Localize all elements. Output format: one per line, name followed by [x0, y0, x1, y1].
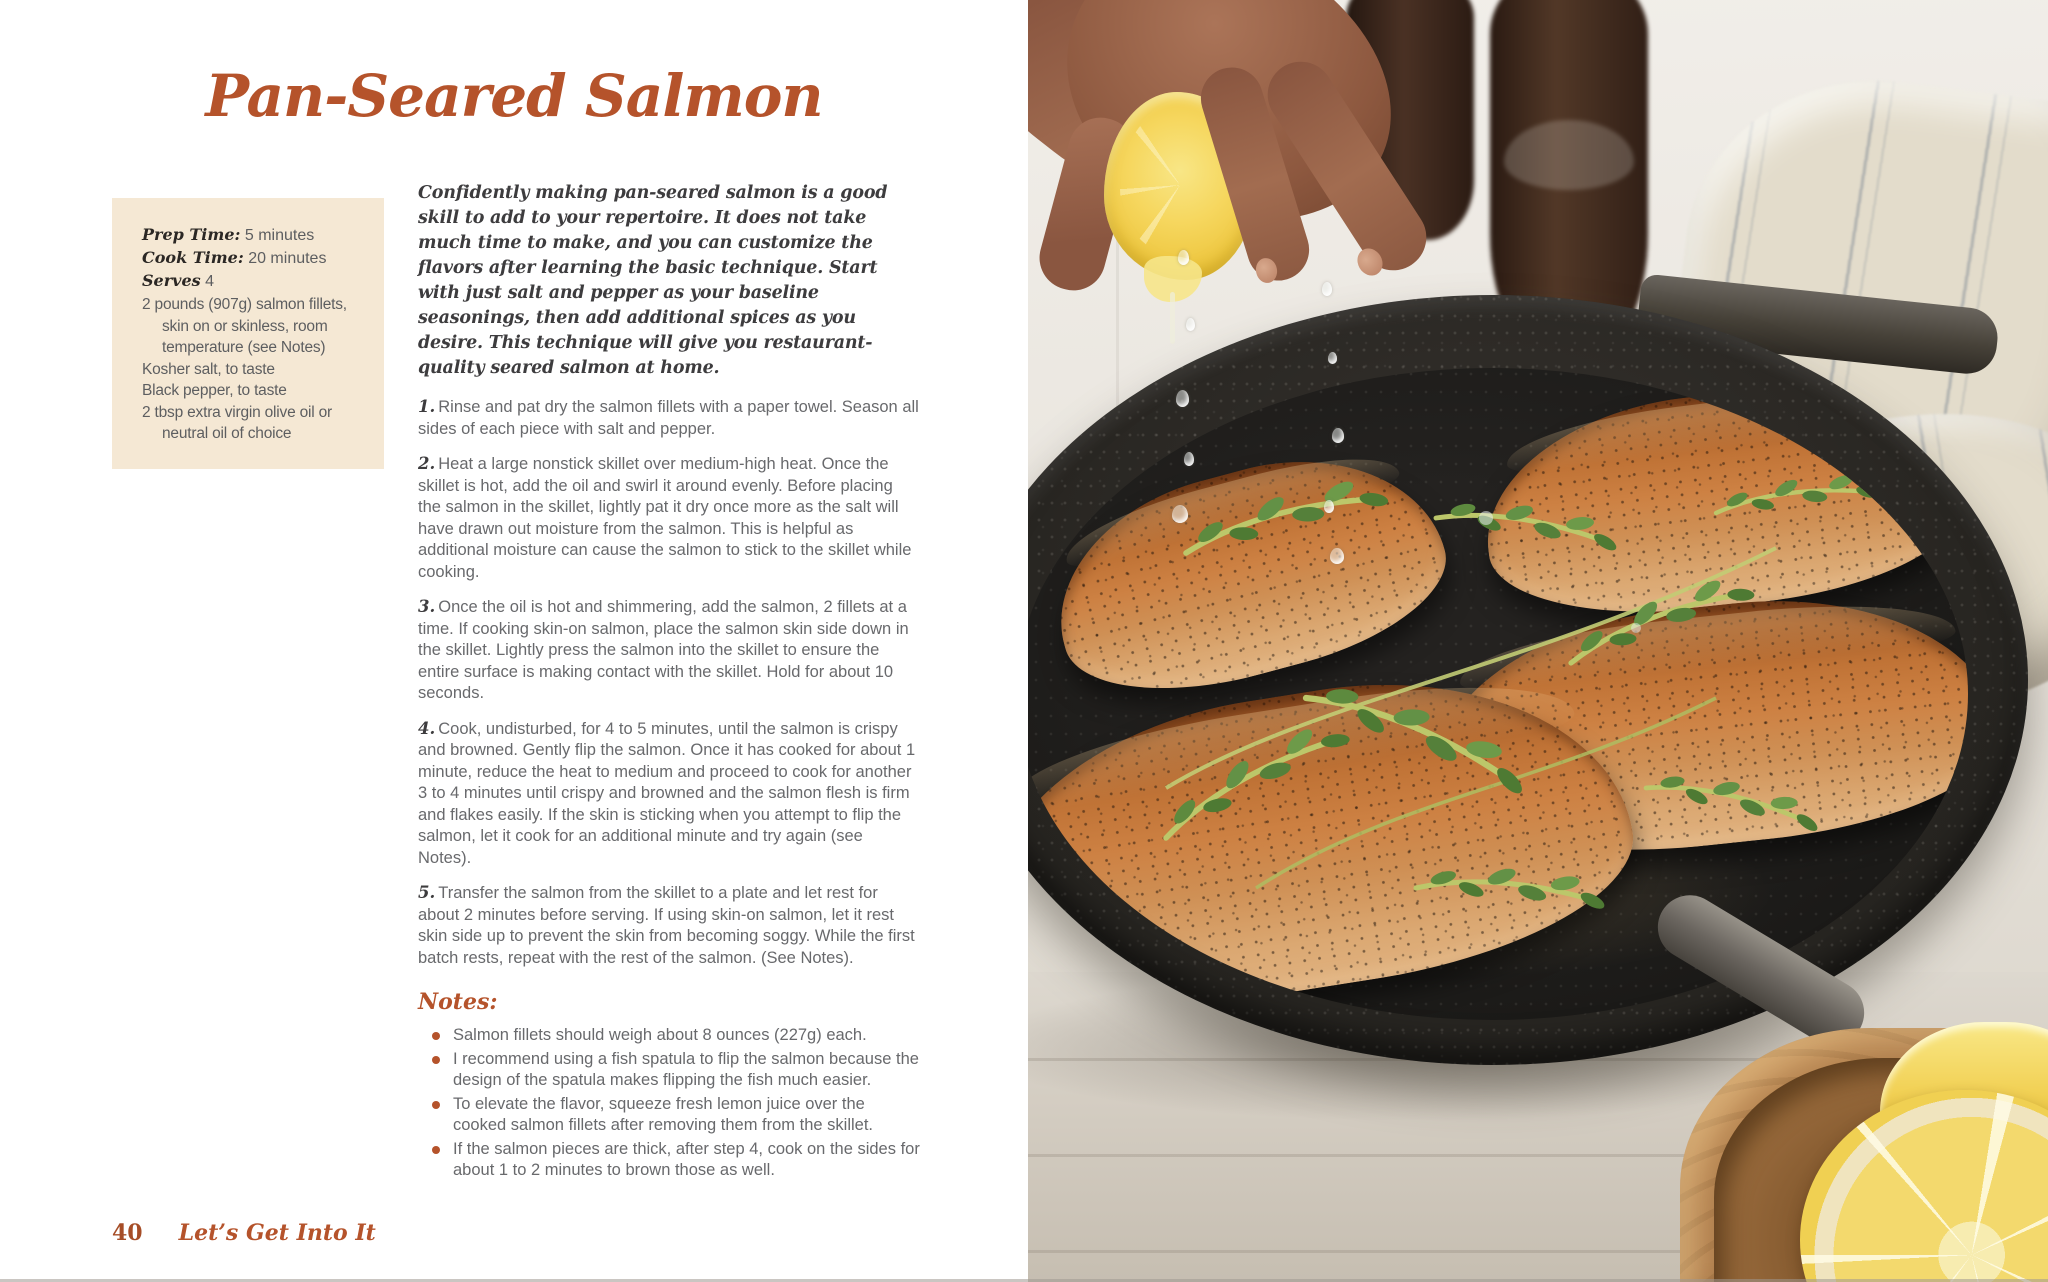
cook-time [142, 247, 370, 270]
step-2-number: 2. [418, 454, 436, 473]
step-1-text: Rinse and pat dry the salmon fillets with a paper towel. Season all sides of each piece with salt and pepper. [418, 398, 919, 438]
recipe-intro: Confidently making pan-seared salmon is a good skill to add to your repertoire. It does not take much time to make, and you can customize the flavors after learning the basic technique. Start with just salt and pepper as your baseline seasonings, then add additional spices as you desire. This technique will give you restaurant-quality seared salmon at home. [418, 183, 888, 378]
droplet-icon [1330, 548, 1344, 564]
note-item [418, 1094, 920, 1137]
note-text: Salmon fillets should weigh about 8 ounces (227g) each. [453, 1026, 867, 1044]
prep-time-label: Prep Time: [142, 225, 241, 244]
notes-heading: Notes: [418, 989, 498, 1015]
cook-time-value: 20 minutes [248, 250, 327, 267]
note-item [418, 1049, 920, 1092]
cook-time-label: Cook Time: [142, 248, 244, 267]
page-number: 40 [112, 1220, 143, 1246]
note-text: To elevate the flavor, squeeze fresh lemon juice over the cooked salmon fillets after removing them from the skillet. [453, 1094, 874, 1134]
step-5 [418, 882, 920, 969]
step-2 [418, 453, 920, 583]
note-text: I recommend using a fish spatula to flip the salmon because the design of the spatula makes flipping the fish much easier. [453, 1049, 919, 1089]
step-5-number: 5. [418, 883, 436, 902]
step-4 [418, 718, 920, 870]
ingredient-item: Black pepper, to taste [142, 382, 287, 399]
step-1 [418, 396, 920, 440]
prep-time [142, 224, 370, 247]
page-title: Pan-Seared Salmon [205, 62, 823, 130]
page-footer [112, 1220, 376, 1246]
serves-value: 4 [205, 273, 215, 290]
note-item [418, 1025, 920, 1047]
droplet-icon [1332, 428, 1344, 443]
step-5-text: Transfer the salmon from the skillet to a plate and let rest for about 2 minutes before serving. If using skin-on salmon, let it rest skin side up to prevent the skin from becoming soggy. While the first batch rests, repeat with the rest of the salmon. (See Notes). [418, 884, 915, 967]
prep-time-value: 5 minutes [244, 227, 315, 244]
chapter-title: Let’s Get Into It [178, 1220, 376, 1246]
droplet-icon [1178, 250, 1189, 265]
note-item [418, 1139, 920, 1182]
bullet-icon [432, 1056, 440, 1064]
step-4-number: 4. [418, 718, 436, 738]
droplet-icon [1186, 318, 1195, 331]
photo-juice-stream [1170, 292, 1175, 344]
step-3-text: Once the oil is hot and shimmering, add the salmon, 2 fillets at a time. If cooking skin-on salmon, place the salmon skin side down in the skillet. Lightly press the salmon into the skillet to ensure the entire surface is making contact with the skillet. Hold for about 10 seconds. [418, 598, 909, 702]
bullet-icon [432, 1146, 440, 1154]
recipe-info-box [112, 198, 384, 469]
bullet-icon [432, 1101, 440, 1109]
photo-skillet-interior [1028, 368, 1968, 1020]
step-1-number: 1. [418, 397, 436, 416]
notes-list [418, 1025, 920, 1182]
step-3-number: 3. [418, 597, 436, 616]
note-text: If the salmon pieces are thick, after step 4, cook on the sides for about 1 to 2 minutes to brown those as well. [453, 1139, 920, 1179]
step-2-text: Heat a large nonstick skillet over medium-high heat. Once the skillet is hot, add the oil and swirl it around evenly. Before placing the salmon in the skillet, lightly pat it dry once more as the salt will have drawn out moisture from the salmon. This is helpful as additional moisture can cause the salmon to stick to the skillet while cooking. [418, 455, 912, 581]
droplet-icon [1184, 452, 1194, 466]
droplet-icon [1324, 500, 1334, 513]
ingredient-item: 2 pounds (907g) salmon fillets, skin on or skinless, room temperature (see Notes) [142, 296, 347, 356]
photo-thyme-garnish [1028, 368, 1968, 1020]
serves-label: Serves [142, 271, 201, 290]
bullet-icon [432, 1032, 440, 1040]
ingredient-item: 2 tbsp extra virgin olive oil or neutral oil of choice [142, 403, 333, 442]
step-4-text: Cook, undisturbed, for 4 to 5 minutes, until the salmon is crispy and browned. Gently flip the salmon. Once it has cooked for about 1 minute, reduce the heat to medium and proceed to cook for another 3 to 4 minutes until crispy and browned and the salmon flesh is firm and flakes easily. If the skin is sticking when you attempt to flip the salmon, let it cook for an additional minute and try again (see Notes). [418, 719, 916, 867]
ingredient-list [142, 294, 370, 445]
droplet-icon [1328, 352, 1337, 364]
droplet-icon [1172, 505, 1188, 523]
step-3 [418, 596, 920, 705]
recipe-photo [1028, 0, 2048, 1282]
serves [142, 270, 370, 293]
droplet-icon [1176, 390, 1189, 407]
recipe-body [418, 181, 920, 1184]
droplet-icon [1322, 282, 1332, 296]
ingredient-item: Kosher salt, to taste [142, 360, 275, 378]
